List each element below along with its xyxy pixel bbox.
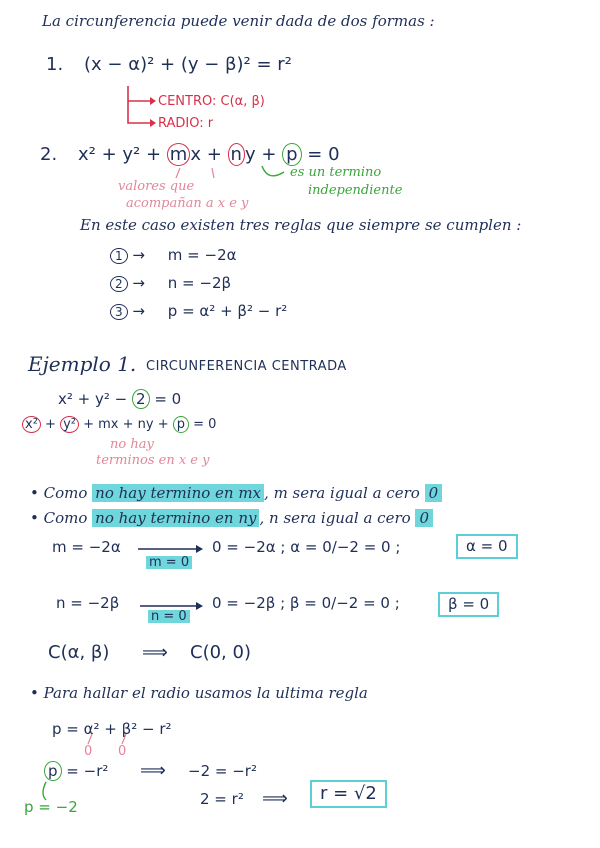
- form2-suffix: = 0: [301, 144, 340, 165]
- form1-number: 1.: [46, 54, 64, 75]
- p-step-arrow: ⟹: [140, 760, 166, 781]
- example-note-2: terminos en x e y: [96, 453, 210, 468]
- form2-x-term: x +: [190, 144, 228, 165]
- p-zero-1: 0: [84, 744, 93, 759]
- calc-n-right: 0 = −2β ; β = 0/−2 = 0 ;: [212, 594, 400, 612]
- arrowhead: [150, 119, 156, 127]
- calc-m-arrow-label: m = 0: [146, 556, 192, 569]
- arrowhead: [150, 97, 156, 105]
- rule-1-text: m = −2α: [167, 246, 237, 264]
- bracket-line: [128, 86, 150, 123]
- radius-intro-text: Para hallar el radio usamos la ultima regla: [43, 684, 368, 702]
- bullet-2-zero: 0: [415, 509, 433, 527]
- form2-note-indep-2: independiente: [308, 183, 403, 198]
- example-eq-main: [58, 392, 181, 407]
- form2-note-indep-1: es un termino: [290, 165, 382, 180]
- p-step-p: p: [44, 761, 62, 781]
- bullet-2: • Como no hay termino en ny , n sera igual a cero 0: [30, 511, 433, 526]
- form1-radius: RADIO: r: [158, 116, 214, 131]
- example-note-1: no hay: [110, 437, 154, 452]
- form1-equation: (x − α)² + (y − β)² = r²: [84, 54, 292, 75]
- form2-prefix: x² + y² +: [78, 144, 167, 165]
- rule-arrow: →: [132, 246, 145, 264]
- rule-3: [110, 304, 287, 319]
- bullet-2-highlight: no hay termino en ny: [92, 509, 259, 527]
- form1-center: CENTRO: C(α, β): [158, 94, 265, 109]
- calc-n-left: n = −2β: [56, 594, 120, 612]
- form2-n: n: [228, 143, 245, 166]
- p-zero-2: 0: [118, 744, 127, 759]
- bullet-1-c: , m sera igual a cero: [264, 484, 420, 502]
- calc-m-result: α = 0: [456, 534, 518, 559]
- example-eq-general: [22, 418, 216, 431]
- bullet-1-zero: 0: [425, 484, 443, 502]
- green-link: [262, 166, 284, 176]
- eq-gen-p: p: [173, 416, 189, 433]
- r-arrow: ⟹: [262, 788, 288, 809]
- r-result: r = √2: [310, 780, 387, 808]
- example-title: Ejemplo 1.: [28, 352, 137, 376]
- eq-main-circ: 2: [132, 389, 150, 409]
- radius-intro: • Para hallar el radio usamos la ultima regla: [30, 684, 368, 702]
- eq-gen-end: = 0: [189, 417, 217, 432]
- eq-gen-mid: + mx + ny +: [78, 417, 173, 432]
- center-left: C(α, β): [48, 642, 110, 663]
- rule-3-text: p = α² + β² − r²: [167, 302, 288, 320]
- bullet-1-a: Como: [43, 484, 88, 502]
- center-arrow: ⟹: [142, 642, 168, 663]
- p-step: [44, 764, 108, 779]
- p-value: p = −2: [24, 798, 78, 816]
- bullet-1-highlight: no hay termino en mx: [92, 484, 264, 502]
- arrowhead: [196, 602, 203, 610]
- bullet-1: • Como no hay termino en mx , m sera igual a cero 0: [30, 486, 442, 501]
- form2-m: m: [167, 143, 191, 166]
- eq-gen-x: x²: [22, 416, 41, 433]
- form2-p: p: [282, 143, 301, 166]
- bullet-2-a: Como: [43, 509, 88, 527]
- example-subtitle: CIRCUNFERENCIA CENTRADA: [146, 359, 347, 374]
- calc-m-left: m = −2α: [52, 538, 121, 556]
- rule-2: [110, 276, 231, 291]
- rule-2-text: n = −2β: [167, 274, 232, 292]
- rule-arrow: →: [132, 302, 145, 320]
- form2-number: 2.: [40, 144, 58, 165]
- rule-1: [110, 248, 237, 263]
- calc-m-right: 0 = −2α ; α = 0/−2 = 0 ;: [212, 538, 401, 556]
- rule-1-number: 1: [110, 248, 128, 264]
- bullet-2-c: , n sera igual a cero: [259, 509, 411, 527]
- pink-links: [176, 168, 214, 178]
- r-step: 2 = r²: [200, 790, 244, 808]
- form2-equation: [78, 146, 340, 164]
- p-step-rest: = −r²: [61, 762, 109, 780]
- eq-gen-plus: +: [40, 417, 61, 432]
- eq-main-b: = 0: [149, 390, 182, 408]
- calc-n-arrow-label: n = 0: [148, 610, 190, 623]
- form2-note-values-2: acompañan a x e y: [126, 196, 249, 211]
- eq-gen-y: y²: [60, 416, 79, 433]
- rule-3-number: 3: [110, 304, 128, 320]
- form2-note-values-1: valores que: [118, 179, 195, 194]
- rule-arrow: →: [132, 274, 145, 292]
- rule-2-number: 2: [110, 276, 128, 292]
- form2-y-term: y +: [244, 144, 283, 165]
- arrowhead: [196, 545, 203, 553]
- p-step-right: −2 = −r²: [188, 762, 257, 780]
- center-right: C(0, 0): [190, 642, 251, 663]
- eq-main-a: x² + y² −: [58, 390, 132, 408]
- intro-text: La circunferencia puede venir dada de dos formas :: [42, 12, 435, 30]
- calc-n-result: β = 0: [438, 592, 499, 617]
- p-formula: p = α² + β² − r²: [52, 720, 172, 738]
- rules-intro: En este caso existen tres reglas que siempre se cumplen :: [80, 216, 522, 234]
